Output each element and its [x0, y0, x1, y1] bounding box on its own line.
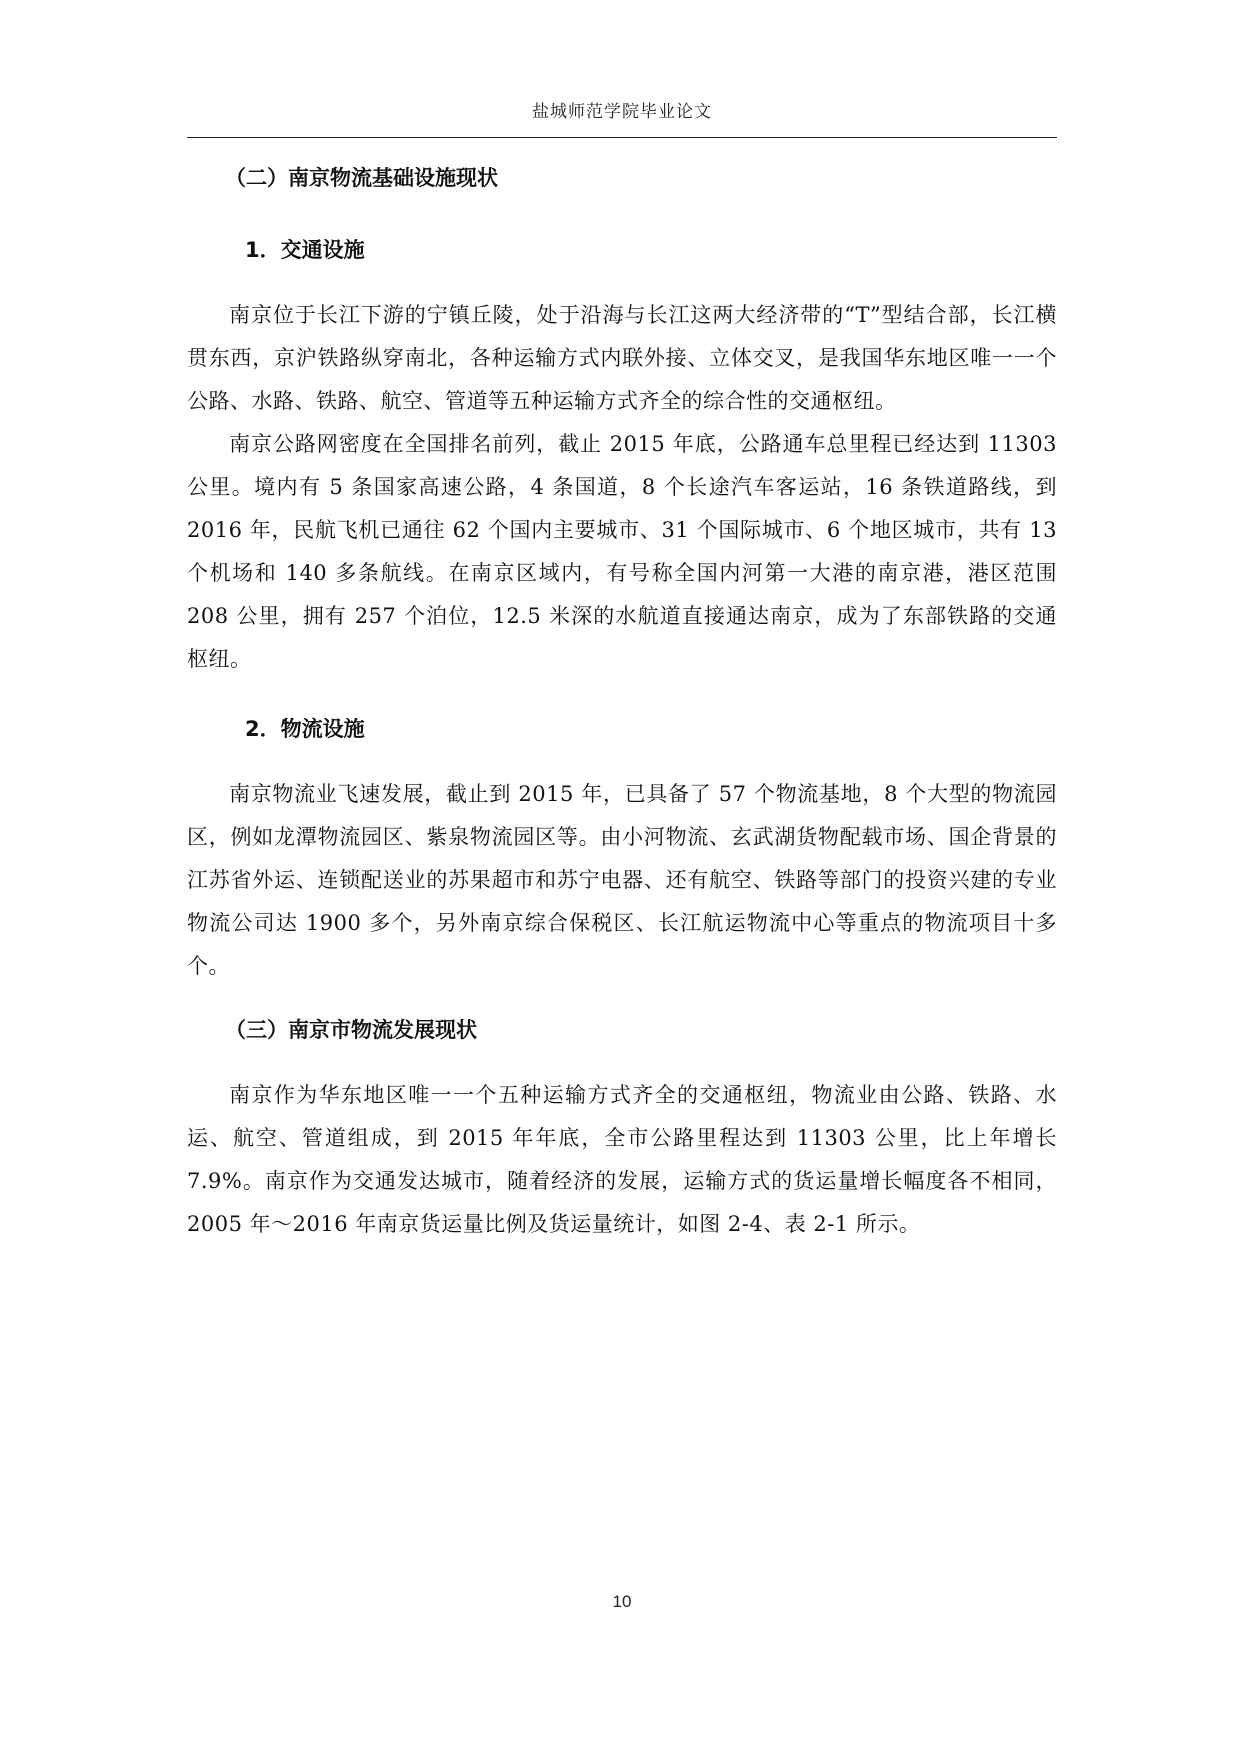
page-content	[187, 154, 1057, 1246]
paragraph-logistics-facilities: 南京物流业飞速发展，截止到 2015 年，已具备了 57 个物流基地，8 个大型的物流园区，例如龙潭物流园区、紫泉物流园区等。由小河物流、玄武湖货物配载市场、国企背景的江苏省外运、连锁配送业的苏果超市和苏宁电器、还有航空、铁路等部门的投资兴建的专业物流公司达 1900 多个，另外南京综合保税区、长江航运物流中心等重点的物流项目十多个。	[187, 782, 1057, 978]
header-divider	[187, 137, 1057, 138]
paragraph-transport-network: 南京公路网密度在全国排名前列，截止 2015 年底，公路通车总里程已经达到 11303 公里。境内有 5 条国家高速公路，4 条国道，8 个长途汽车客运站，16 条铁道路线，到 2016 年，民航飞机已通往 62 个国内主要城市、31 个国际城市、6 个地区城市，共有 13 个机场和 140 多条航线。在南京区域内，有号称全国内河第一大港的南京港，港区范围 208 公里，拥有 257 个泊位，12.5 米深的水航道直接通达南京，成为了东部铁路的交通枢纽。	[187, 432, 1057, 671]
section-heading-infrastructure: （二）南京物流基础设施现状	[225, 166, 498, 190]
running-header: 盐城师范学院毕业论文	[532, 102, 712, 122]
subsection-heading-logistics: 2．物流设施	[245, 717, 365, 741]
section-heading-development: （三）南京市物流发展现状	[225, 1018, 477, 1042]
subsection-heading-transport: 1．交通设施	[245, 238, 365, 262]
page-number: 10	[612, 1592, 632, 1611]
paragraph-transport-location: 南京位于长江下游的宁镇丘陵，处于沿海与长江这两大经济带的“T”型结合部，长江横贯东西，京沪铁路纵穿南北，各种运输方式内联外接、立体交叉，是我国华东地区唯一一个公路、水路、铁路、航空、管道等五种运输方式齐全的综合性的交通枢纽。	[187, 303, 1057, 413]
paragraph-development-status: 南京作为华东地区唯一一个五种运输方式齐全的交通枢纽，物流业由公路、铁路、水运、航空、管道组成，到 2015 年年底，全市公路里程达到 11303 公里，比上年增长 7.9%。南京作为交通发达城市，随着经济的发展，运输方式的货运量增长幅度各不相同，2005 年～2016 年南京货运量比例及货运量统计，如图 2-4、表 2-1 所示。	[187, 1083, 1057, 1236]
